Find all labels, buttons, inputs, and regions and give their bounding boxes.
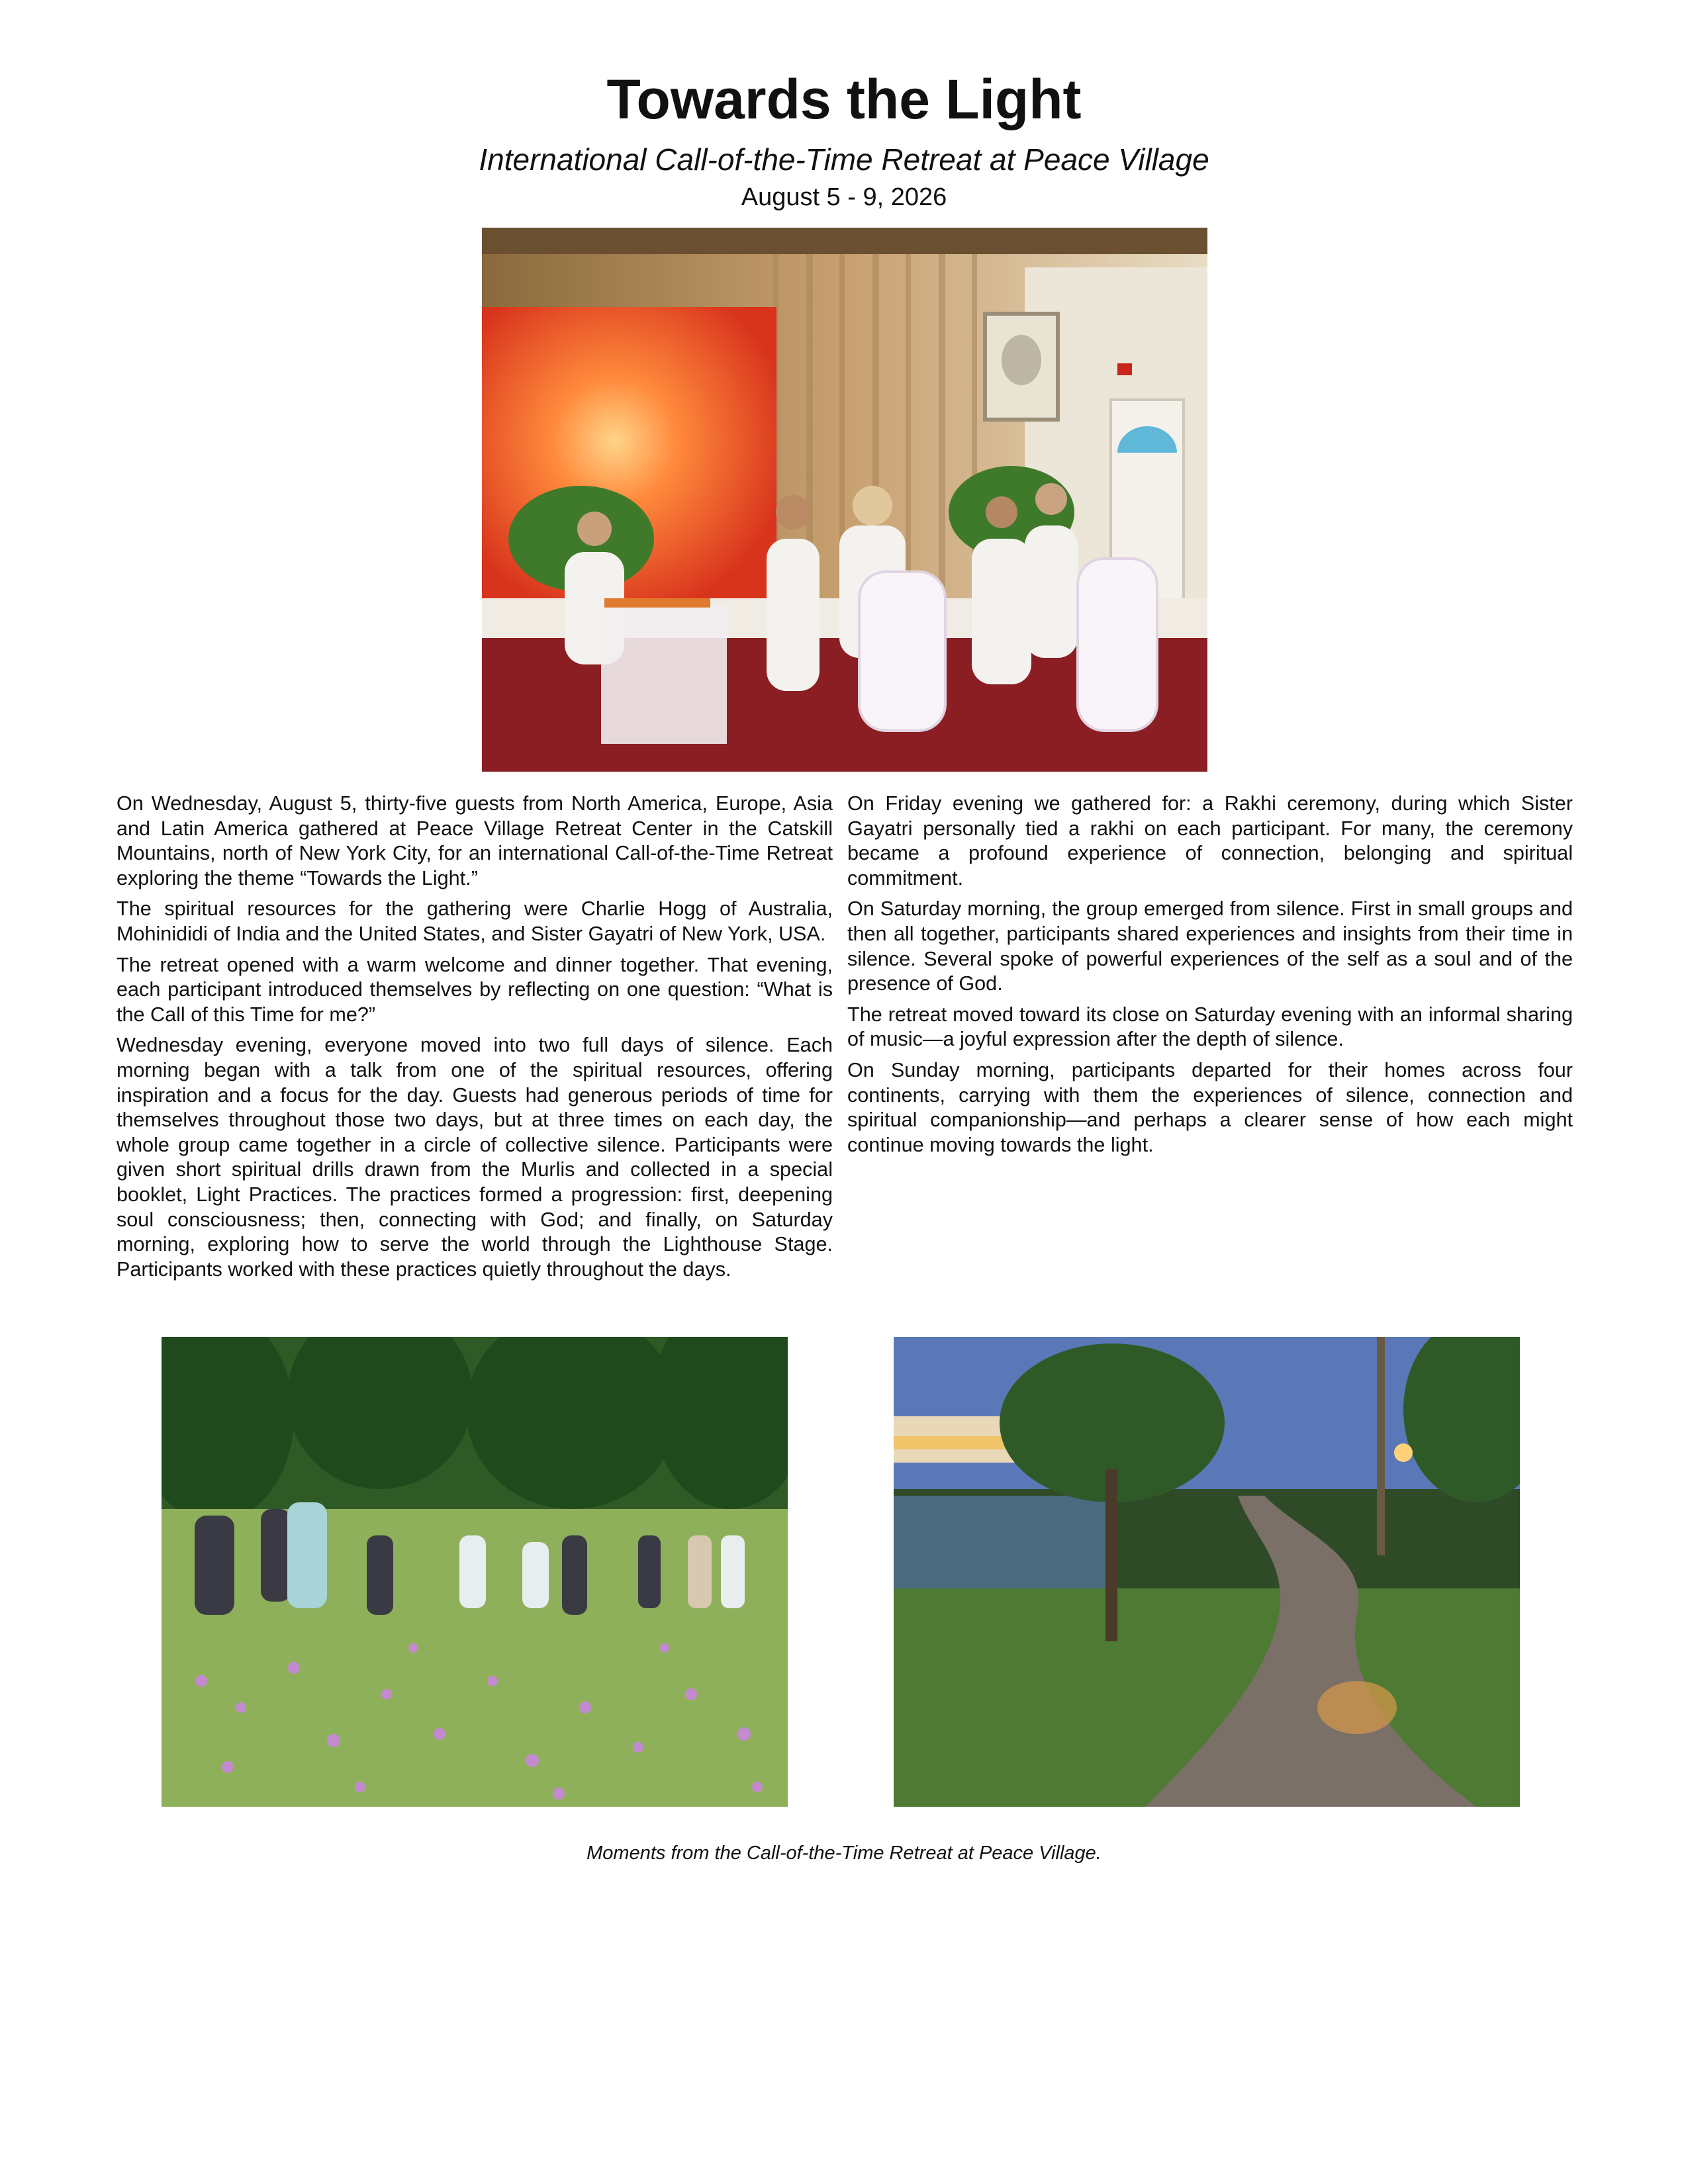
evening-path-photo (894, 1337, 1520, 1807)
article-left-column (117, 792, 833, 1288)
article-paragraph: On Sunday morning, participants departed for their homes across four continents, carrying with them the experiences of silence, connection and spiritual companionship—and perhaps a clearer sense of how each might continue moving towards the light. (847, 1058, 1573, 1156)
article-paragraph: The retreat opened with a warm welcome and dinner together. That evening, each participant introduced themselves by reflecting on one question: “What is the Call of this Time for me?” (117, 953, 833, 1026)
article-paragraph: On Wednesday, August 5, thirty-five guests from North America, Europe, Asia and Latin America gathered at Peace Village Retreat Center in the Catskill Mountains, north of New York City, for an international Call-of-the-Time Retreat exploring the theme “Towards the Light.” (117, 792, 833, 889)
article-paragraph: On Saturday morning, the group emerged from silence. First in small groups and then all together, participants shared experiences and insights from their time in silence. Several spoke of powerful experiences of the self as a soul and of the presence of God. (847, 897, 1573, 995)
article-paragraph: The spiritual resources for the gathering were Charlie Hogg of Australia, Mohinididi of India and the United States, and Sister Gayatri of New York, USA. (117, 897, 833, 945)
article-paragraph: Wednesday evening, everyone moved into two full days of silence. Each morning began with a talk from one of the spiritual resources, offering inspiration and a focus for the day. Guests had generous periods of time for themselves throughout those two days, but at three times on each day, the whole group came together in a circle of collective silence. Participants were given short spiritual drills drawn from the Murlis and collected in a special booklet, Light Practices. The practices formed a progression: first, deepening soul consciousness; then, connecting with God; and finally, on Saturday morning, exploring how to serve the world through the Lighthouse Stage. Participants worked with these practices quietly throughout the days. (117, 1034, 833, 1281)
article-paragraph: On Friday evening we gathered for: a Rakhi ceremony, during which Sister Gayatri personally tied a rakhi on each participant. For many, the ceremony became a profound experience of connection, belonging and spiritual commitment. (847, 792, 1573, 889)
meadow-walk-photo (162, 1337, 788, 1807)
article-paragraph: The retreat moved toward its close on Saturday evening with an informal sharing of music—a joyful expression after the depth of silence. (847, 1003, 1573, 1051)
event-date: August 5 - 9, 2026 (741, 183, 947, 211)
article-right-column (847, 792, 1573, 1163)
photo-caption: Moments from the Call-of-the-Time Retreat at Peace Village. (586, 1843, 1102, 1864)
page-title: Towards the Light (606, 68, 1082, 130)
page-subtitle: International Call-of-the-Time Retreat at Peace Village (479, 142, 1209, 177)
stage-photo (482, 228, 1207, 772)
